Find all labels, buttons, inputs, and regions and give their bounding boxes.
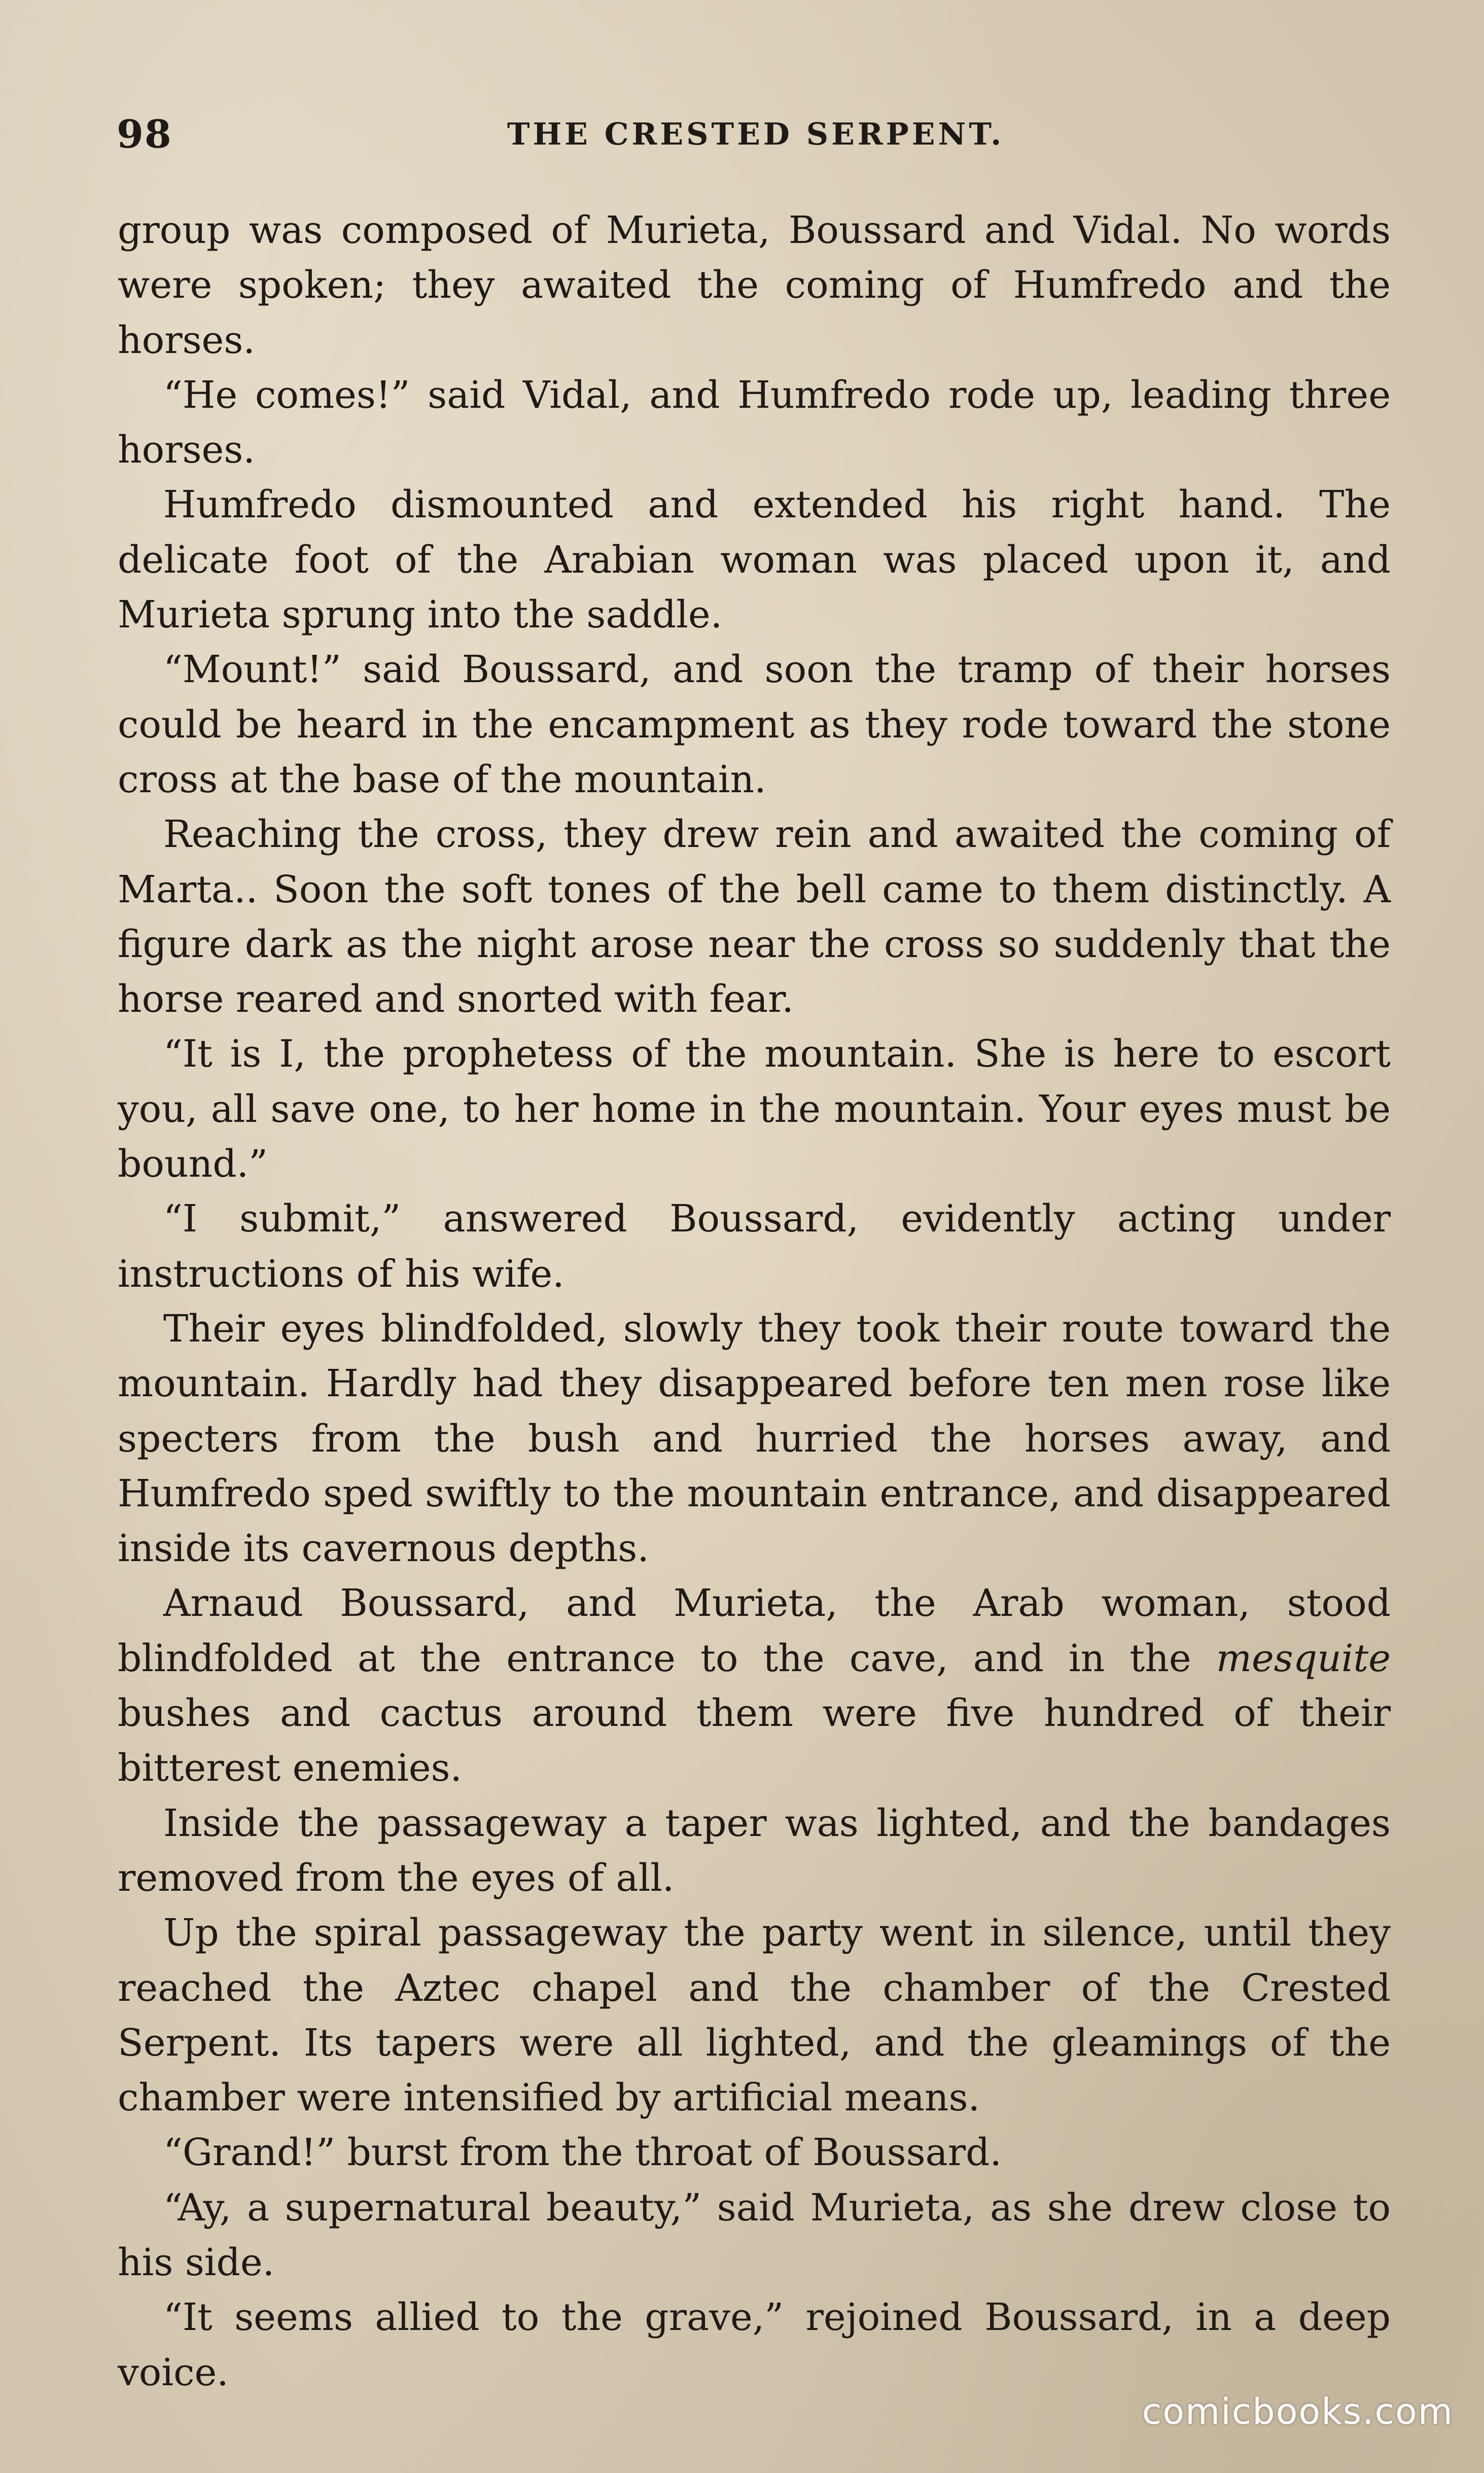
text-run: bushes and cactus around them were five hundred of their bitterest enemies. (118, 1691, 1391, 1790)
paragraph: Inside the passageway a taper was lighted, and the bandages removed from the eyes of all. (118, 1801, 1391, 1900)
paragraph: “Mount!” said Boussard, and soon the tramp of their horses could be heard in the encampment as they rode toward the stone cross at the base of the mountain. (118, 648, 1391, 801)
paragraph-with-italic (118, 1576, 1391, 1795)
paragraph: Up the spiral passageway the party went in silence, until they reached the Aztec chapel and the chamber of the Crested Serpent. Its tapers were all lighted, and the gleamings of the chamber were intensified by artificial means. (118, 1911, 1391, 2120)
paragraph: “It is I, the prophetess of the mountain. She is here to escort you, all save one, to her home in the mountain. Your eyes must be bound.” (118, 1032, 1391, 1186)
body-text (118, 203, 1391, 2400)
running-head (117, 107, 1395, 162)
paragraph: Humfredo dismounted and extended his right hand. The delicate foot of the Arabian woman was placed upon it, and Murieta sprung into the saddle. (118, 483, 1391, 637)
italic-word: mesquite (1216, 1636, 1391, 1680)
paragraph: “It seems allied to the grave,” rejoined Boussard, in a deep voice. (118, 2295, 1391, 2394)
paragraph: “He comes!” said Vidal, and Humfredo rode up, leading three horses. (118, 373, 1391, 472)
paragraph: Reaching the cross, they drew rein and awaited the coming of Marta.. Soon the soft tones of the bell came to them distinctly. A figure dark as the night arose near the cross so suddenly that the horse reared and snorted with fear. (118, 812, 1391, 1021)
paragraph-continuation: group was composed of Murieta, Boussard and Vidal. No words were spoken; they awaited the coming of Humfredo and the horses. (118, 208, 1391, 362)
paragraph: “Grand!” burst from the throat of Boussard. (163, 2131, 1002, 2175)
text-run: Arnaud Boussard, and Murieta, the Arab woman, stood blindfolded at the entrance to the cave, and in the (118, 1581, 1391, 1680)
paragraph: “I submit,” answered Boussard, evidently acting under instructions of his wife. (118, 1197, 1391, 1296)
paragraph: Their eyes blindfolded, slowly they took their route toward the mountain. Hardly had they disappeared before ten men rose like specters from the bush and hurried the horses away, and Humfredo sped swiftly to the mountain entrance, and disappeared inside its cavernous depths. (118, 1306, 1391, 1571)
paragraph: “Ay, a supernatural beauty,” said Murieta, as she drew close to his side. (118, 2185, 1391, 2284)
watermark-text: comicbooks.com (1142, 2391, 1454, 2432)
page-number: 98 (117, 112, 172, 157)
running-title: THE CRESTED SERPENT. (507, 117, 1005, 152)
